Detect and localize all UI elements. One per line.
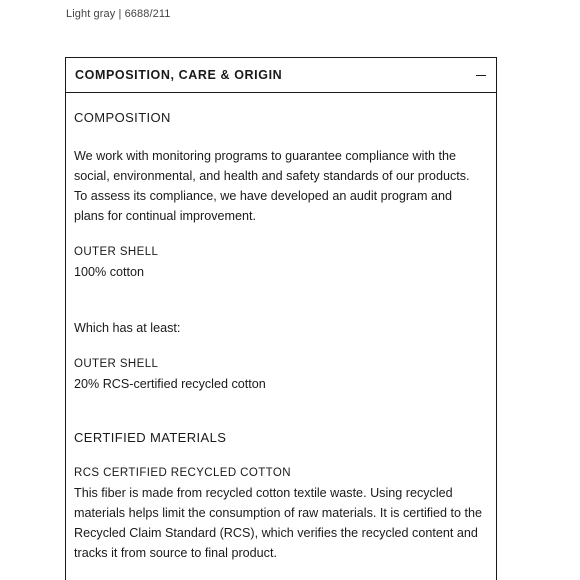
outer-shell-label: OUTER SHELL xyxy=(74,246,159,258)
rcs-material-label: RCS CERTIFIED RECYCLED COTTON xyxy=(74,467,291,479)
outer-shell-recycled-label: OUTER SHELL xyxy=(74,358,159,370)
rcs-material-description: This fiber is made from recycled cotton textile waste. Using recycled materials helps limit the consumption of raw materials. It is certified to the Recycled Claim Standard (RCS), which verifies the recycled content and tracks it from source to final product. xyxy=(74,486,483,560)
accordion-body xyxy=(66,108,496,563)
certified-materials-heading: CERTIFIED MATERIALS xyxy=(74,430,227,445)
accordion-header[interactable] xyxy=(66,58,496,93)
accordion-title: COMPOSITION, CARE & ORIGIN xyxy=(75,68,283,82)
composition-intro: We work with monitoring programs to guarantee compliance with the social, environmental, and health and safety standards of our products. To assess its compliance, we have developed an audit program and plans for continual improvement. xyxy=(74,149,470,223)
outer-shell-value: 100% cotton xyxy=(74,265,145,279)
composition-heading: COMPOSITION xyxy=(74,110,171,125)
composition-care-origin-accordion xyxy=(65,57,497,580)
at-least-text: Which has at least: xyxy=(74,321,181,335)
minus-icon[interactable] xyxy=(476,70,486,80)
outer-shell-recycled-value: 20% RCS-certified recycled cotton xyxy=(74,377,266,391)
product-color-reference: Light gray | 6688/211 xyxy=(66,8,171,20)
